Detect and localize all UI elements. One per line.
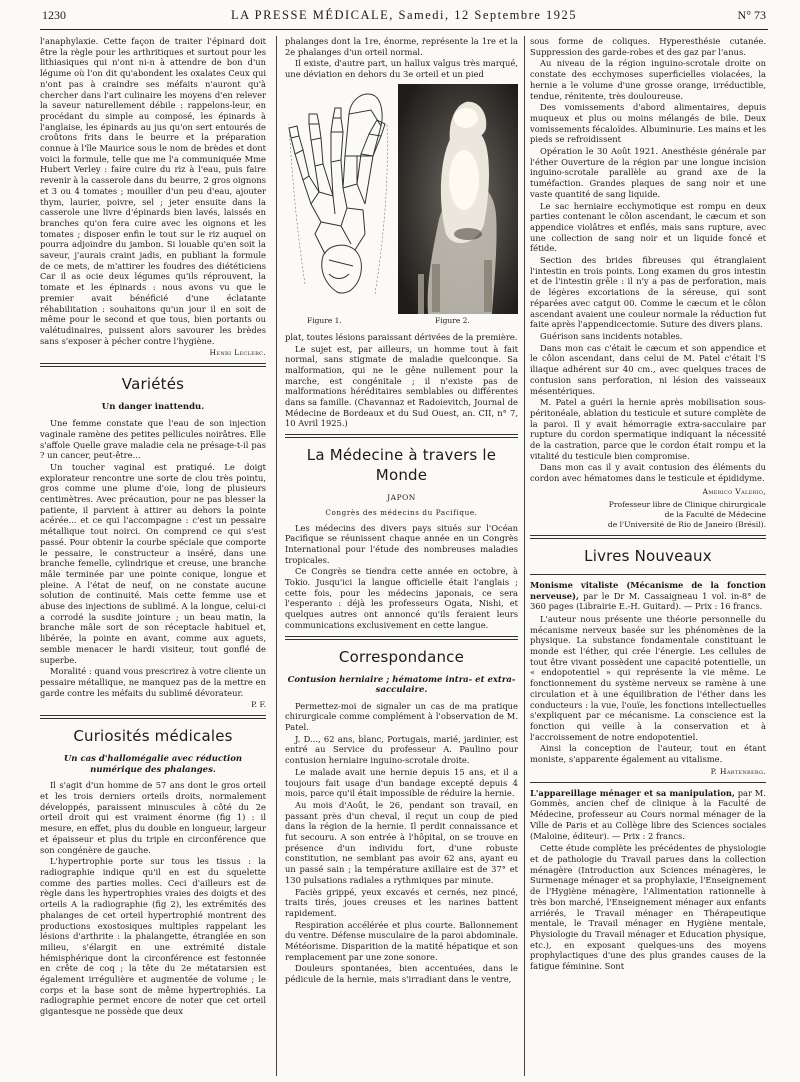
article-paragraph: plat, toutes lésions paraissant dérivées de la première.: [285, 331, 518, 342]
book-entry-2: [530, 788, 766, 842]
section-title-curiosites: Curiosités médicales: [73, 727, 233, 746]
column-2: [285, 36, 518, 1076]
column-3: [530, 36, 766, 1076]
section-divider: [40, 715, 266, 719]
article-paragraph: L'hypertrophie porte sur tous les tissus : la radiographie indique qu'il en est du squelette comme des parties molles. Ceci d'ailleurs est de règle dans les hypertrophies vraies des doigts et des orteils A la radiographie (fig 2), les extrémités des phalanges de cet orteil hypertrophié montrent des productions exostosiques multiples rappelant les lésions d'arthrite : la phalangette, étranglée en son milieu, s'élargit en une extrémité distale hémisphérique dont la circonférence est festonnée en crête de coq ; la tête du 2e métatarsien est également irrégulière et augmentée de volume ; le corps et la base sont de même hypertrophiés. La radiographie permet encore de noter que cet orteil gigantesque ne possède que deux: [40, 856, 266, 1017]
article-subtitle: Contusion herniaire ; hématome intra- et extra-sacculaire.: [287, 674, 516, 696]
article-paragraph: Opération le 30 Août 1921. Anesthésie générale par l'éther Ouverture de la région par une longue incision inguino-scrotale parallèle au grand axe de la tuméfaction. Grandes plaques de sang noir et une vaste quantité de sang liquide.: [530, 146, 766, 199]
article-paragraph: Une femme constate que l'eau de son injection vaginale ramène des petites pellicules noirâtres. Elle s'affole Quelle grave maladie cela ne présage-t-il pas ? un cancer, peut-être...: [40, 418, 266, 461]
section-title-varietes: Variétés: [121, 375, 185, 394]
book-title: L'appareillage ménager et sa manipulation,: [530, 787, 735, 798]
journal-title: LA PRESSE MÉDICALE, Samedi, 12 Septembre 1925: [231, 8, 577, 22]
author-signature: P. F.: [251, 700, 266, 710]
author-signature: Americo Valerio,: [702, 486, 766, 496]
section-divider: [530, 574, 766, 575]
article-paragraph: Guérison sans incidents notables.: [540, 330, 683, 341]
book-title: Monisme vitaliste (Mécanisme de la fonction nerveuse),: [530, 579, 766, 601]
article-paragraph: Il existe, d'autre part, un hallux valgus très marqué, une déviation en dehors du 3e orteil et un pied: [285, 58, 518, 80]
column-divider: [524, 36, 525, 1076]
review-paragraph: Ainsi la conception de l'auteur, tout en étant moniste, s'apparente également au vitalisme.: [530, 743, 766, 765]
author-affiliation: de l'Université de Rio de Janeiro (Brésil).: [607, 519, 766, 529]
radiograph-image: [398, 84, 518, 314]
congress-heading: Congrès des médecins du Pacifique.: [325, 507, 478, 517]
article-paragraph: phalanges dont la 1re, énorme, représente la 1re et la 2e phalanges d'un orteil normal.: [285, 36, 518, 57]
article-paragraph: Douleurs spontanées, bien accentuées, dans le pédicule de la hernie, mais s'irradiant dans le ventre,: [285, 963, 518, 985]
author-signature: Henri Leclerc.: [209, 348, 266, 358]
figure-block: [285, 84, 518, 330]
author-affiliation: de la Faculté de Médecine: [664, 509, 766, 519]
article-subtitle: Un cas d'hallomégalie avec réduction numérique des phalanges.: [63, 754, 243, 775]
review-paragraph: L'auteur nous présente une théorie personnelle du mécanisme nerveux basée sur les phénomènes de la physique. La substance fondamentale constituant le monde est l'éther, qui crée l'énergie. Les cellules de tout être vivant possèdent une capacité potentielle, un « endopotentiel » qui représente la vie même. Le fonctionnement du système nerveux se ramène à une circulation et à une équilibration de l'éther dans les conducteurs : la vue, l'ouïe, les fonctions intellectuelles s'expliquent par ce mécanisme. La conscience est la fonction qui veille à la conservation et à l'accroissement de notre endopotentiel.: [530, 613, 766, 742]
section-divider: [285, 434, 518, 438]
figure-2-caption: Figure 2.: [435, 315, 470, 325]
book-info: par M. Gommès, ancien chef de clinique à la Faculté de Médecine, professeur au Cours normal ménager de la Ville de Paris et au Collège libre des Sciences sociales (Maloine, éditeur). — Prix : 2 francs.: [530, 787, 766, 841]
column-divider: [276, 36, 277, 1076]
article-paragraph: Des vomissements d'abord alimentaires, depuis muqueux et plus ou moins mélangés de bile. Deux vomissements fécaloïdes. Albuminurie. Les mains et les pieds se refroidissent: [530, 102, 766, 145]
issue-number: N° 73: [737, 8, 766, 22]
section-divider: [40, 363, 266, 367]
article-paragraph: Le malade avait une hernie depuis 15 ans, et il a toujours fait usage d'un bandage excepté depuis 4 mois, parce qu'il était impossible de réduire la hernie.: [285, 766, 518, 799]
section-title-livres: Livres Nouveaux: [584, 546, 712, 565]
article-paragraph: Dans mon cas il y avait contusion des éléments du cordon avec hématomes dans le testicule et épididyme.: [530, 462, 766, 484]
book-info: par le Dr M. Cassaigneau 1 vol. in-8° de 360 pages (Librairie E.-H. Guitard). — Prix : 16 francs.: [530, 590, 766, 612]
section-divider: [530, 782, 766, 783]
article-paragraph: M. Patel a guéri la hernie après mobilisation sous-péritonéale, ablation du testicule et suture complète de la paroi. Il y avait hémorragie extra-sacculaire par rupture du cordon spermatique indiquant la nécessité de la castration, parce que le cordon était rompu et la vitalité du testicule bien compromise.: [530, 397, 766, 461]
article-paragraph: Le sac herniaire ecchymotique est rompu en deux parties contenant le côlon ascendant, le cæcum et son appendice violâtres et enflés, mais sans rupture, avec une collection de sang noir et un liquide foncé et fétide.: [530, 200, 766, 254]
page-number: 1230: [42, 8, 66, 22]
article-paragraph: Respiration accélérée et plus courte. Ballonnement du ventre. Défense musculaire de la paroi abdominale. Météorisme. Disparition de la matité hépatique et son remplacement par une zone sonore.: [285, 919, 518, 962]
article-paragraph: Au niveau de la région inguino-scrotale droite on constate des ecchymoses superficielles violacées, la hernie a le volume d'une grosse orange, irréductible, tendue, rénitente, très douloureuse.: [530, 58, 766, 101]
article-paragraph: Section des brides fibreuses qui étranglaient l'intestin en trois points. Long examen du gros intestin et de l'intestin grêle : il n'y a pas de perforation, mais de légères excoriations de la séreuse, qui sont réparées avec catgut 00. Comme le cæcum et le côlon ascendant avaient une couleur normale la réduction fut faite après l'appendicectomie. Suture des divers plans.: [530, 255, 766, 330]
article-paragraph: Les médecins des divers pays situés sur l'Océan Pacifique se réunissent chaque année en un Congrès International pour l'étude des nombreuses maladies tropicales.: [285, 522, 518, 565]
reviewer-signature: P. Hartenberg.: [710, 766, 766, 776]
section-title-medecine: La Médecine à travers le Monde: [306, 446, 497, 485]
book-entry-1: [530, 580, 766, 612]
article-paragraph: sous forme de coliques. Hyperesthésie cutanée. Suppression des garde-robes et des gaz par l'anus.: [530, 36, 766, 57]
article-paragraph: Ce Congrès se tiendra cette année en octobre, à Tokio. Jusqu'ici la langue officielle était l'anglais ; cette fois, pour les médecins japonais, ce sera l'esperanto : déjà les professeurs Ogata, Nishi, et quelques autres ont annoncé qu'ils feraient leurs communications exclusivement en cette langue.: [285, 566, 518, 630]
foot-skeleton-drawing: [285, 84, 393, 312]
article-paragraph: Un toucher vaginal est pratiqué. Le doigt explorateur rencontre une sorte de clou très pointu, gros comme une plume d'oie, long de plusieurs centimètres. Avec précaution, pour ne pas blesser la patiente, il parvient à attirer au dehors la pointe acérée... et ce qui l'accompagne : c'est un pessaire métallique tout noirci. On comprend ce qui s'est passé. Pour obtenir la courbe spéciale que comporte le pessaire, le constructeur a inséré, dans une branche femelle, cylindrique et creuse, une branche mâle terminée par une pointe conique, longue et pleine. A l'état de neuf, on ne constate aucune solution de continuité. Mais cette femme use et abuse des injections de sublimé. A la longue, celui-ci a corrodé la susdite jointure ; un beau matin, la branche mâle sort de son réceptacle habituel et, libérée, la pointe en avant, comme aux aguets, semble menacer le hardi visiteur, tout gonflé de superbe.: [40, 461, 266, 665]
figure-1-caption: Figure 1.: [307, 315, 342, 325]
article-paragraph: Il s'agit d'un homme de 57 ans dont le gros orteil et les trois derniers orteils droits, normalement développés, paraissent minuscules à côté du 2e orteil droit qui est vraiment énorme (fig 1) : il mesure, en effet, plus du double en longueur, largeur et épaisseur et plus du triple en circonférence que son congénère de gauche.: [40, 780, 266, 855]
article-paragraph: l'anaphylaxie. Cette façon de traiter l'épinard doit être la règle pour les arthritiques et surtout pour les lithiasiques qui n'ont ni-n à attendre de bon d'un légume où l'on dit qu'abondent les oxalates Ceux qui n'ont pas à craindre ses méfaits n'auront qu'à chercher dans l'art culinaire les moyens d'en relever la saveur naturellement débile : rappelons-leur, en procédant du simple au composé, les épinards à l'anglaise, les épinards au jus qu'on sert entourés de croûtons frits dans le beurre et la préparation connue à l'île Maurice sous le nom de brèdes et dont voici la formule, telle que me l'a communiquée Mme Hubert Verley : faire cuire du riz à l'eau, puis faire revenir à la casserole dans du beurre, 2 gros oignons et 3 ou 4 tomates ; mouiller d'un peu d'eau, ajouter thym, laurier, poivre, sel ; jeter ensuite dans la casserole une livre d'épinards bien lavés, laissés en branches qu'on fera cuire avec les oignons et les tomates ; disposer enfin le tout sur le riz auquel on pourra adjoindre du jambon. Si louable qu'en soit la saveur, j'aurais craint jadis, en publiant la formule de ce mets, de m'attirer les foudres des diététiciens Car il as ocie deux légumes qu'ils réprouvent, la tomate et les épinards : nous avons vu que le premier avait bénéficié d'une éclatante réhabilitation : souhaitons qu'un jour il en soit de même pour le second et que tous, bien portants ou valétudinaires, puissent alors savourer les brèdes sans s'exposer à pécher contre l'hygiène.: [40, 36, 266, 346]
article-paragraph: Le sujet est, par ailleurs, un homme tout à fait normal, sans stigmate de maladie quelconque. Sa malformation, qui ne le gêne nullement pour la marche, est congénitale ; il n'existe pas de malformations héréditaires semblables ou différentes dans sa famille. (Chavannaz et Radoievitch, Journal de Médecine de Bordeaux et du Sud Ouest, an. CII, n° 7, 10 Avril 1925.): [285, 343, 518, 429]
article-paragraph: Permettez-moi de signaler un cas de ma pratique chirurgicale comme complément à l'observation de M. Patel.: [285, 700, 518, 732]
article-paragraph: J. D..., 62 ans, blanc, Portugais, marié, jardinier, est entré au Service du professeur A. Paulino pour contusion herniaire inguino-scrotale droite.: [285, 733, 518, 766]
article-subtitle: Un danger inattendu.: [101, 402, 205, 413]
column-1: [40, 36, 266, 1076]
section-title-correspondance: Correspondance: [338, 647, 465, 666]
page-header: [40, 4, 768, 30]
article-paragraph: Dans mon cas c'était le cæcum et son appendice et le côlon ascendant, dans celui de M. Patel c'était l'S iliaque adhérent sur 40 cm., avec quelques traces de contusion sans perforation, ni lésion des vaisseaux mésentériques.: [530, 342, 766, 396]
country-heading: JAPON: [387, 493, 416, 503]
section-divider: [530, 535, 766, 539]
review-paragraph: Cette étude complète les précédentes de physiologie et de pathologie du Travail parues dans la collection ménagère (Introduction aux Sciences ménagères, le Surmenage ménager et sa prophylaxie, l'Enseignement de l'Hygiène ménagère, l'Alimentation rationnelle à très bon marché, l'Enseignement ménager aux enfants arriérés, le Travail ménager en Thérapeutique mentale, le Travail ménager en Hygiène mentale, Physiologie du Travail ménager et Education physique, etc.), en exposant quelques-uns des moyens prophylactiques d'une des plus grandes causes de la fatigue féminine. Sont: [530, 843, 766, 972]
article-paragraph: Moralité : quand vous prescrirez à votre cliente un pessaire métallique, ne manquez pas de la mettre en garde contre les méfaits du sublimé dévorateur.: [40, 666, 266, 698]
article-paragraph: Faciès grippé, yeux excavés et cernés, nez pincé, traits tirés, joues creuses et les narines battent rapidement.: [285, 886, 518, 918]
article-paragraph: Au mois d'Août, le 26, pendant son travail, en passant près d'un cheval, il reçut un coup de pied dans la région de la hernie. Il perdit connaissance et fut secouru. A son entrée à l'hôpital, on se trouve en présence d'un individu fort, d'une robuste constitution, ne semblant pas avoir 62 ans, ayant eu un passé sain ; la température axillaire est de 37° et 130 pulsations radiales a rythmiques par minute.: [285, 799, 518, 885]
author-affiliation: Professeur libre de Clinique chirurgicale: [608, 499, 766, 509]
section-divider: [285, 636, 518, 640]
